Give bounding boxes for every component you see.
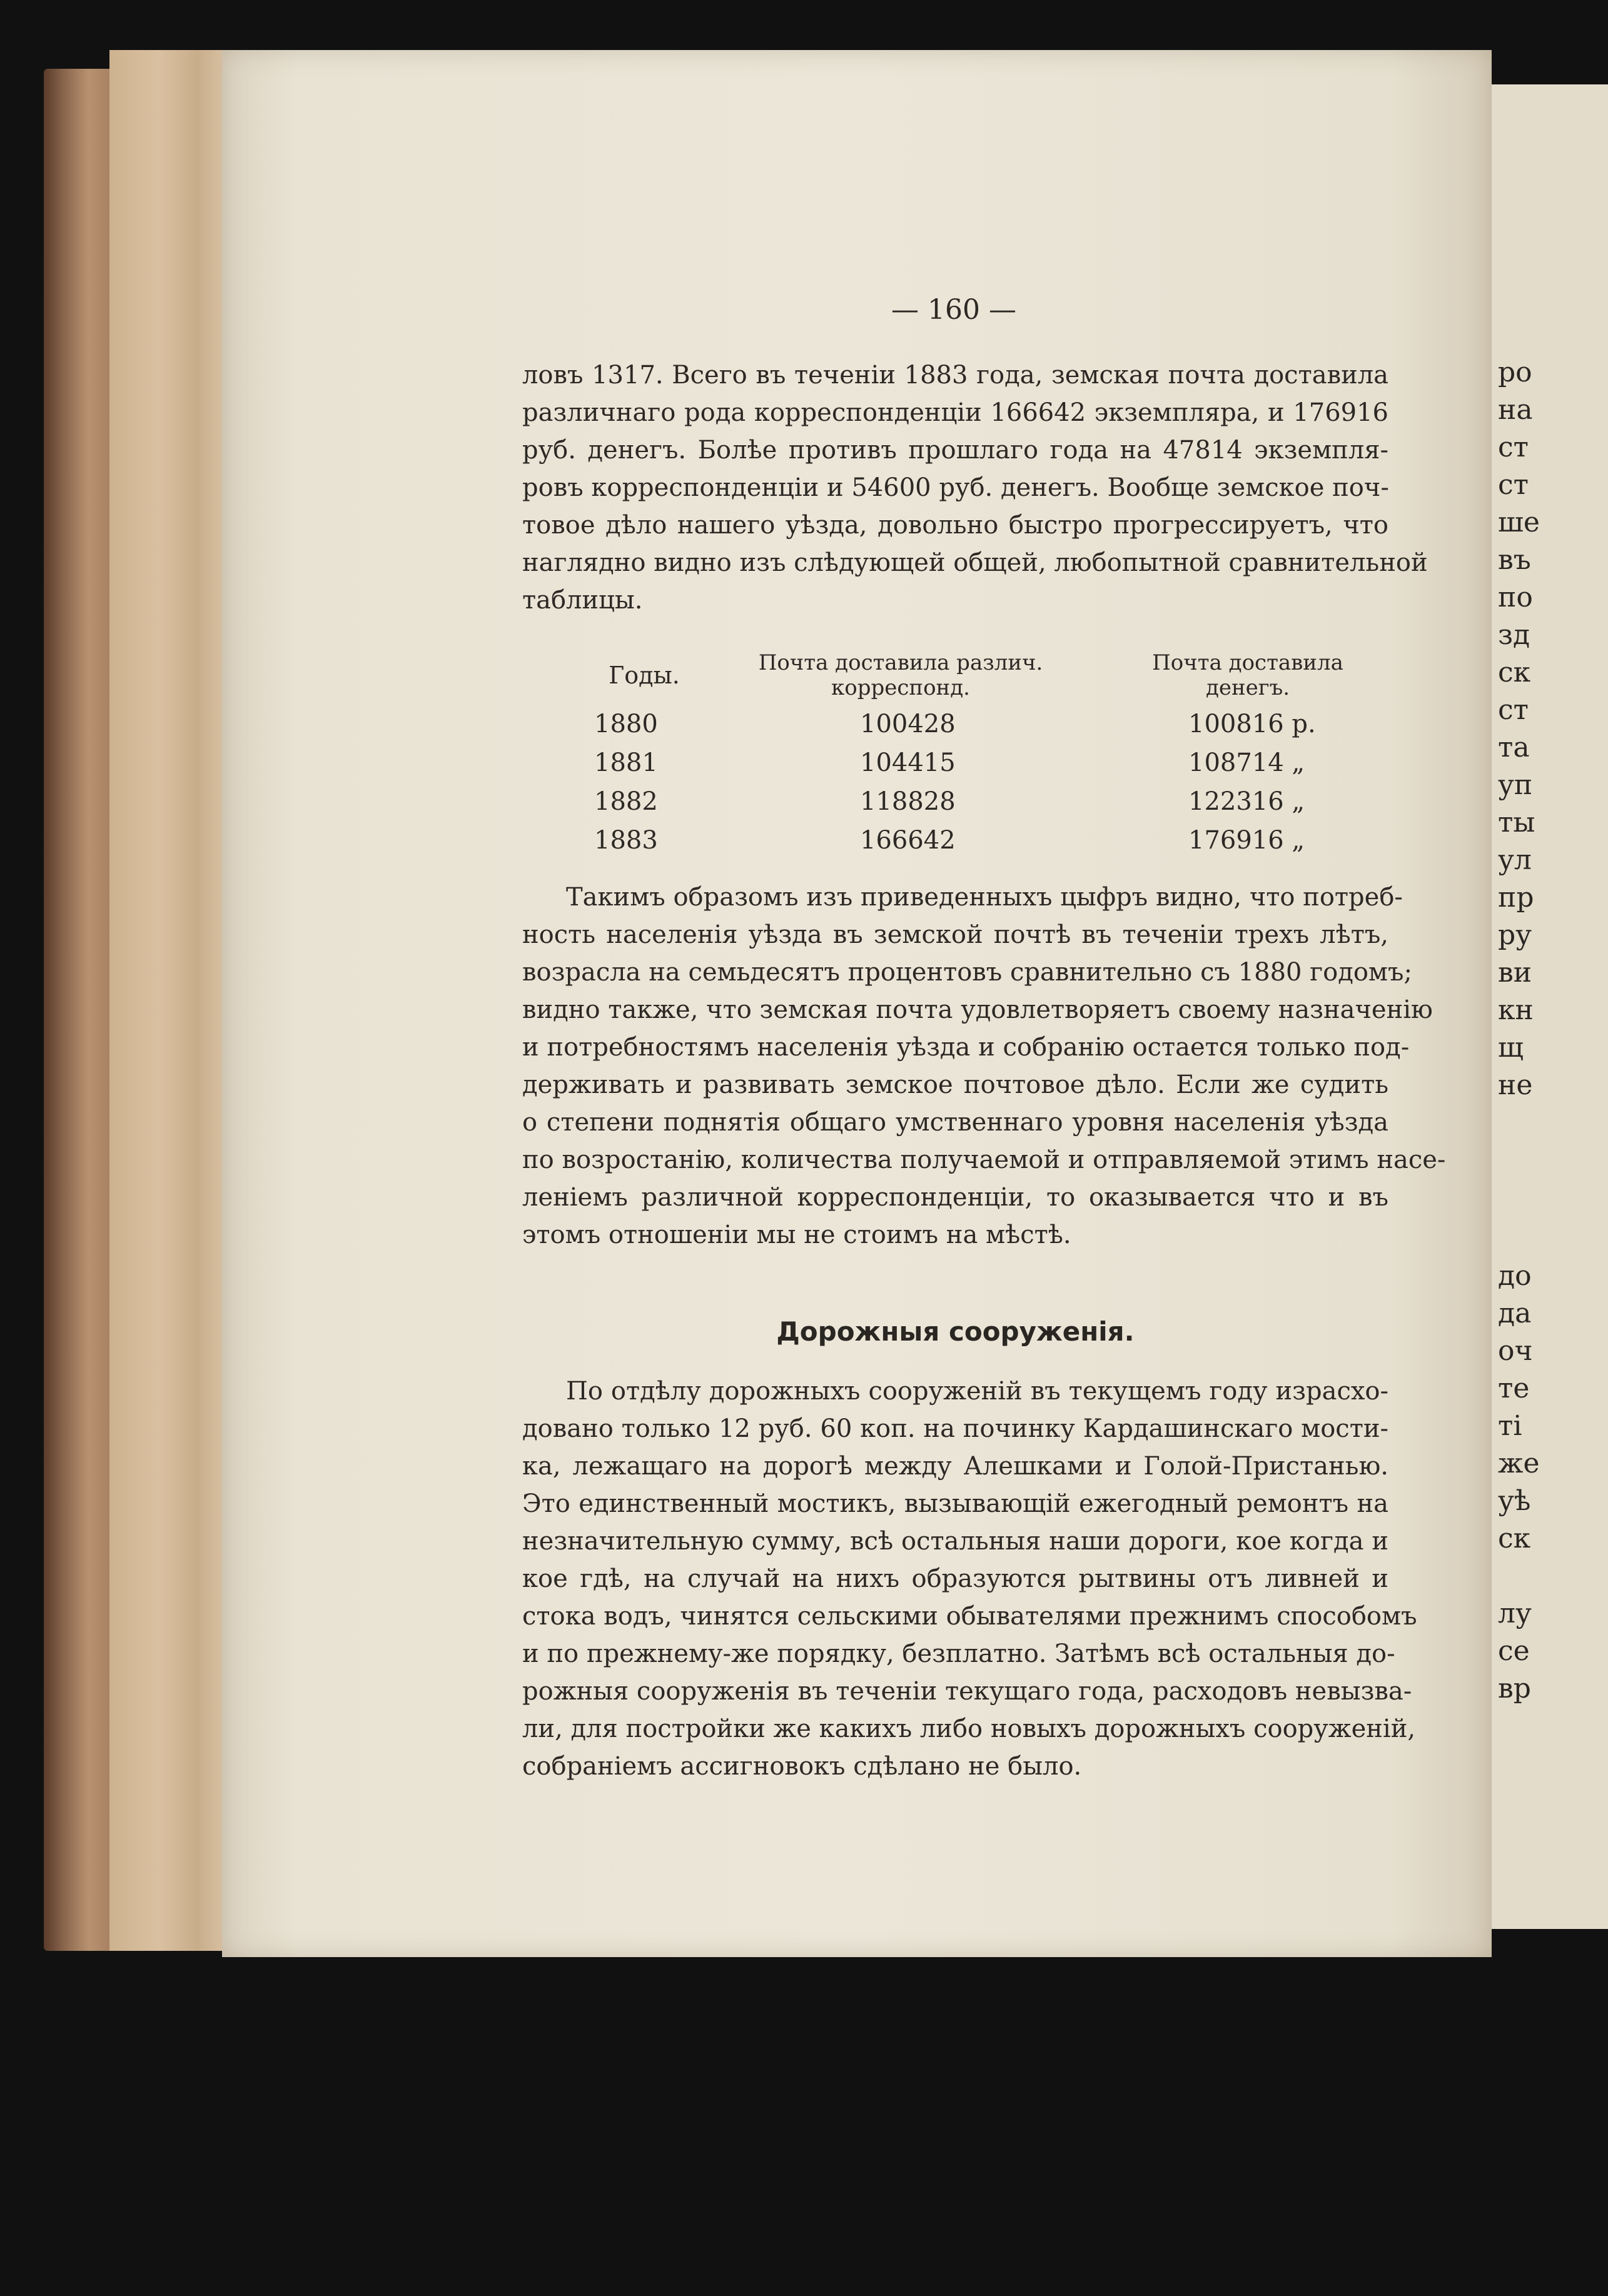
cell-corr: 166642 xyxy=(860,826,956,855)
text-line: леніемъ различной корреспонденціи, то оказывается что и въ xyxy=(522,1183,1388,1212)
text-line: ность населенія уѣзда въ земской почтѣ въ теченіи трехъ лѣтъ, xyxy=(522,920,1388,949)
text-line: по возростанію, количества получаемой и отправляемой этимъ насе- xyxy=(522,1145,1446,1174)
paragraph-postal-conclusion xyxy=(522,879,1446,1254)
text-line: ка, лежащаго на дорогѣ между Алешками и Голой-Пристанью. xyxy=(522,1452,1388,1481)
table-row xyxy=(594,748,1370,786)
next-page-fragment: пр xyxy=(1498,882,1534,914)
cell-money: 122316 „ xyxy=(1188,787,1305,816)
cell-corr: 104415 xyxy=(860,748,956,777)
cell-money: 108714 „ xyxy=(1188,748,1305,777)
cell-year: 1880 xyxy=(594,710,658,738)
next-page-fragment: на xyxy=(1498,394,1533,426)
text-line: ловъ 1317. Всего въ теченіи 1883 года, земская почта доставила xyxy=(522,361,1388,390)
header-correspondence xyxy=(751,650,1051,700)
header-money xyxy=(1126,650,1370,700)
text-line: незначительную сумму, всѣ остальныя наши дороги, кое когда и xyxy=(522,1527,1388,1556)
header-money-line1: Почта доставила xyxy=(1152,650,1343,675)
next-page-fragment: зд xyxy=(1498,619,1530,651)
next-page-fragment: ру xyxy=(1498,919,1532,951)
text-line: товое дѣло нашего уѣзда, довольно быстро прогрессируетъ, что xyxy=(522,511,1388,540)
cell-year: 1882 xyxy=(594,787,658,816)
header-correspondence-line1: Почта доставила различ. xyxy=(758,650,1043,675)
next-page-fragment: кн xyxy=(1498,994,1534,1026)
text-line: довано только 12 руб. 60 коп. на починку Кардашинскаго мости- xyxy=(522,1414,1388,1443)
next-page-fragment: уѣ xyxy=(1498,1485,1531,1517)
next-page-fragment: та xyxy=(1498,732,1530,763)
next-page-fragment: же xyxy=(1498,1448,1540,1479)
next-page-fragment: ст xyxy=(1498,694,1529,726)
table-row xyxy=(594,710,1370,747)
text-line: Такимъ образомъ изъ приведенныхъ цыфръ видно, что потреб- xyxy=(566,883,1403,912)
text-line: различнаго рода корреспонденціи 166642 экземпляра, и 176916 xyxy=(522,398,1388,427)
text-line: кое гдѣ, на случай на нихъ образуются рытвины отъ ливней и xyxy=(522,1564,1388,1593)
book-spine xyxy=(44,69,119,1951)
page-edges xyxy=(109,50,235,1951)
cell-year: 1881 xyxy=(594,748,658,777)
next-page-fragment: не xyxy=(1498,1069,1533,1101)
next-page-fragment: ро xyxy=(1498,356,1532,388)
text-line: этомъ отношеніи мы не стоимъ на мѣстѣ. xyxy=(522,1221,1071,1249)
table-row xyxy=(594,787,1370,825)
text-line: и потребностямъ населенія уѣзда и собранію остается только под- xyxy=(522,1033,1410,1062)
next-page-edge xyxy=(1492,84,1608,1929)
cell-money: 176916 „ xyxy=(1188,826,1305,855)
text-line: держивать и развивать земское почтовое дѣло. Если же судить xyxy=(522,1070,1388,1099)
cell-corr: 118828 xyxy=(860,787,956,816)
text-line: рожныя сооруженія въ теченіи текущаго года, расходовъ невызва- xyxy=(522,1677,1412,1706)
next-page-fragment: уп xyxy=(1498,769,1533,801)
text-line: и по прежнему-же порядку, безплатно. Затѣмъ всѣ остальныя до- xyxy=(522,1639,1395,1668)
text-line: таблицы. xyxy=(522,586,643,615)
next-page-fragment: ті xyxy=(1498,1410,1522,1442)
page-number: — 160 — xyxy=(891,294,1016,326)
cell-year: 1883 xyxy=(594,826,658,855)
paragraph-roads xyxy=(522,1372,1417,1785)
next-page-fragment: ви xyxy=(1498,957,1532,989)
next-page-fragment: ск xyxy=(1498,657,1531,688)
next-page-fragment: ст xyxy=(1498,469,1529,501)
paragraph-postal-intro xyxy=(522,356,1428,619)
next-page-fragment: въ xyxy=(1498,544,1531,576)
next-page-fragment: се xyxy=(1498,1635,1530,1667)
text-line: о степени поднятія общаго умственнаго уровня населенія уѣзда xyxy=(522,1108,1388,1137)
text-line: По отдѣлу дорожныхъ сооруженій въ текущемъ году израсхо- xyxy=(566,1377,1388,1406)
text-line: собраніемъ ассигновокъ сдѣлано не было. xyxy=(522,1752,1082,1781)
next-page-fragment: по xyxy=(1498,582,1533,613)
next-page-fragment: до xyxy=(1498,1260,1532,1292)
text-line: возрасла на семьдесятъ процентовъ сравнительно съ 1880 годомъ; xyxy=(522,958,1412,987)
text-line: руб. денегъ. Болѣе противъ прошлаго года на 47814 экземпля- xyxy=(522,436,1388,465)
header-years: Годы. xyxy=(609,662,680,689)
text-line: Это единственный мостикъ, вызывающій ежегодный ремонтъ на xyxy=(522,1489,1388,1518)
section-heading-roads: Дорожныя сооруженія. xyxy=(776,1316,1135,1347)
header-correspondence-line2: корреспонд. xyxy=(831,675,970,700)
next-page-fragment: щ xyxy=(1498,1032,1524,1064)
text-line: ровъ корреспонденціи и 54600 руб. денегъ. Вообще земское поч- xyxy=(522,473,1389,502)
cell-money: 100816 р. xyxy=(1188,710,1316,738)
next-page-fragment: ше xyxy=(1498,506,1540,538)
next-page-fragment: ск xyxy=(1498,1523,1531,1554)
header-money-line2: денегъ. xyxy=(1205,675,1290,700)
text-line: наглядно видно изъ слѣдующей общей, любопытной сравнительной xyxy=(522,548,1428,577)
next-page-fragment: ул xyxy=(1498,844,1532,876)
next-page-fragment: вр xyxy=(1498,1673,1531,1704)
cell-corr: 100428 xyxy=(860,710,956,738)
next-page-fragment: да xyxy=(1498,1297,1532,1329)
text-line: видно также, что земская почта удовлетворяетъ своему назначенію xyxy=(522,995,1433,1024)
text-line: ли, для постройки же какихъ либо новыхъ дорожныхъ сооруженій, xyxy=(522,1714,1416,1743)
next-page-fragment: лу xyxy=(1498,1598,1532,1629)
next-page-fragment: оч xyxy=(1498,1335,1533,1367)
next-page-fragment: ст xyxy=(1498,431,1529,463)
next-page-fragment: ты xyxy=(1498,807,1535,838)
next-page-fragment: те xyxy=(1498,1372,1530,1404)
text-line: стока водъ, чинятся сельскими обывателями прежнимъ способомъ xyxy=(522,1602,1417,1631)
table-row xyxy=(594,826,1370,864)
